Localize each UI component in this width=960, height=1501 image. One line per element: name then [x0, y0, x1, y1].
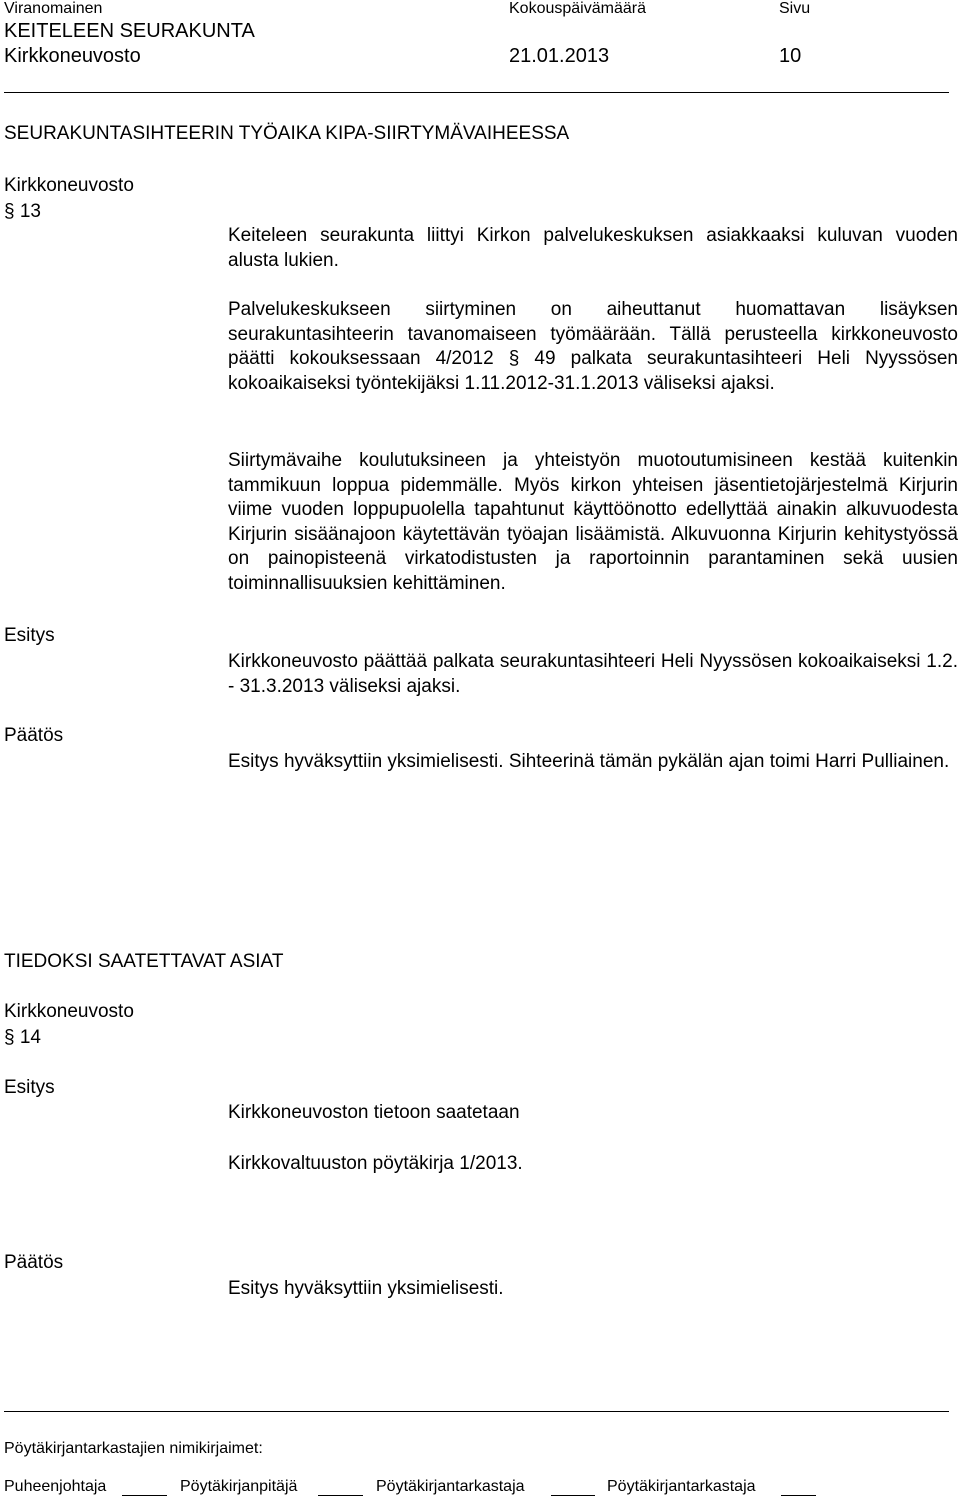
- signature-line-examiner-1: [551, 1495, 595, 1496]
- paragraph-3: Siirtymävaihe koulutuksineen ja yhteistyön muotoutumisineen kestää kuitenkin tammikuun loppua pidemmälle. Myös kirkon yhteisen jäsentietojärjestelmä Kirjurin viime vuoden loppupuolella tapahtunut käyttöönotto edellyttää ainakin alkuvuodesta Kirjurin sisäänajoon käytettävän työajan lisäämistä. Alkuvuonna Kirjurin kehitystyössä on painopisteenä virkatodistusten ja raportoinnin parantaminen sekä uusien toiminnallisuuksien kehittäminen.: [228, 450, 958, 594]
- header-divider: [4, 92, 949, 93]
- signature-role-examiner-1: Pöytäkirjantarkastaja: [376, 1478, 525, 1495]
- section-authority-2: Kirkkoneuvosto: [4, 1001, 134, 1022]
- header-label-page: Sivu: [779, 0, 811, 17]
- esitys-label: Esitys: [4, 625, 55, 646]
- paragraph-1: Keiteleen seurakunta liittyi Kirkon palvelukeskuksen asiakkaaksi kuluvan vuoden alusta lukien.: [228, 225, 958, 271]
- header-authority: Kirkkoneuvosto: [4, 45, 141, 67]
- section-sign-icon: §: [4, 201, 15, 222]
- paragraph-2: [228, 298, 958, 396]
- section-sign-icon: §: [508, 348, 520, 370]
- paragraph-2-ref: 49: [534, 348, 556, 370]
- header-label-date: Kokouspäivämäärä: [509, 0, 646, 17]
- signature-line-chair: [122, 1495, 167, 1496]
- paragraph-2-text-a: Palvelukeskukseen siirtyminen on aiheuttanut huomattavan lisäyksen seurakuntasihteerin tavanomaiseen työmäärään. Tällä perusteella kirkkoneuvosto päätti kokouksessaan 4/2012: [228, 299, 958, 370]
- header-page-number: 10: [779, 45, 802, 67]
- signature-role-chair: Puheenjohtaja: [4, 1478, 107, 1495]
- paragraph-number-value-2: 14: [19, 1027, 41, 1048]
- paatos-label: Päätös: [4, 725, 64, 746]
- paatos-text-2: Esitys hyväksyttiin yksimielisesti.: [228, 1278, 504, 1299]
- paragraph-number-2: [4, 1026, 41, 1050]
- paatos-label-2: Päätös: [4, 1252, 64, 1273]
- signature-role-examiner-2: Pöytäkirjantarkastaja: [607, 1478, 756, 1495]
- section-title: SEURAKUNTASIHTEERIN TYÖAIKA KIPA-SIIRTYMÄVAIHEESSA: [4, 123, 570, 144]
- footer-divider: [4, 1411, 949, 1412]
- section-title-2: TIEDOKSI SAATETTAVAT ASIAT: [4, 951, 284, 972]
- section-sign-icon: §: [4, 1027, 15, 1048]
- esitys-text-2-line2: Kirkkovaltuuston pöytäkirja 1/2013.: [228, 1153, 523, 1174]
- header-date: 21.01.2013: [509, 45, 610, 67]
- signature-line-examiner-2: [781, 1495, 816, 1496]
- paragraph-2-text-b: palkata seurakuntasihteeri Heli Nyyssösen kokoaikaiseksi työntekijäksi 1.11.2012-31.1.2013 väliseksi ajaksi.: [228, 348, 959, 394]
- header-label-authority: Viranomainen: [4, 0, 103, 17]
- esitys-label-2: Esitys: [4, 1077, 55, 1098]
- paragraph-number-value: 13: [19, 201, 41, 222]
- signatures-label: Pöytäkirjantarkastajien nimikirjaimet:: [4, 1440, 263, 1457]
- signature-role-secretary: Pöytäkirjanpitäjä: [180, 1478, 298, 1495]
- section-authority: Kirkkoneuvosto: [4, 175, 134, 196]
- paragraph-number: [4, 200, 41, 224]
- esitys-text: Kirkkoneuvosto päättää palkata seurakuntasihteeri Heli Nyyssösen kokoaikaiseksi 1.2. - 31.3.2013 väliseksi ajaksi.: [228, 651, 958, 697]
- signature-line-secretary: [318, 1495, 363, 1496]
- header-organization: KEITELEEN SEURAKUNTA: [4, 20, 255, 42]
- esitys-text-2-line1: Kirkkoneuvoston tietoon saatetaan: [228, 1102, 520, 1123]
- paatos-text: Esitys hyväksyttiin yksimielisesti. Sihteerinä tämän pykälän ajan toimi Harri Pulliainen.: [228, 751, 950, 772]
